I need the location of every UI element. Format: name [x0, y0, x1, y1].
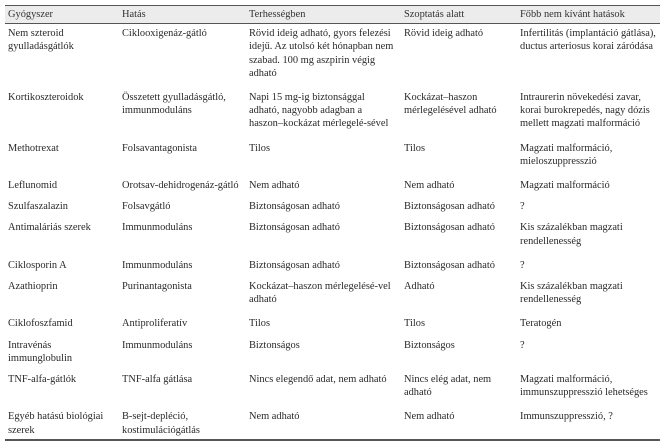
cell-breastfeeding: Adható — [404, 281, 435, 293]
cell-drug: Ciklosporin A — [8, 259, 67, 271]
cell-side-effects: Magzati malformáció, mieloszuppresszió — [520, 142, 613, 167]
cell-pregnancy: Biztonságos — [249, 339, 300, 351]
cell-breastfeeding: Nem adható — [401, 407, 517, 439]
cell-breastfeeding: Nincs elég adat, nem adható — [404, 374, 492, 399]
table-row — [5, 88, 660, 139]
table-row — [5, 314, 660, 335]
table-row — [5, 370, 660, 407]
table-row — [5, 197, 660, 218]
cell-effect: Immunmoduláns — [122, 222, 193, 234]
cell-effect: TNF-alfa gátlása — [122, 374, 193, 386]
table-row — [5, 256, 660, 277]
cell-breastfeeding: Kockázat–haszon mérlegelésével adható — [404, 92, 497, 117]
drug-safety-table — [5, 5, 660, 441]
cell-breastfeeding: Nem adható — [404, 180, 455, 192]
header-side-effects: Főbb nem kívánt hatások — [517, 6, 660, 24]
cell-drug: Egyéb hatású biológiai szerek — [5, 407, 119, 439]
cell-effect: Ciklooxigenáz-gátló — [122, 28, 207, 40]
header-effect: Hatás — [119, 6, 246, 24]
cell-drug: Methotrexat — [8, 142, 59, 154]
cell-drug: Szulfaszalazin — [8, 201, 69, 213]
cell-drug: Kortikoszteroidok — [8, 92, 84, 104]
cell-side-effects: Immunszuppresszió, ? — [517, 407, 660, 439]
cell-side-effects: ? — [520, 201, 525, 213]
cell-breastfeeding: Biztonságosan adható — [404, 222, 495, 234]
cell-effect: Immunmoduláns — [122, 259, 193, 271]
cell-drug: Intravénás immunglobulin — [8, 339, 73, 364]
cell-side-effects: Kis százalékban magzati rendellenesség — [520, 222, 623, 247]
cell-side-effects: ? — [520, 339, 525, 351]
cell-drug: Leflunomid — [8, 180, 58, 192]
cell-side-effects: ? — [520, 259, 525, 271]
cell-drug: Ciklofoszfamid — [8, 318, 73, 330]
table-body — [5, 24, 660, 440]
cell-side-effects: Infertilitás (implantáció gátlása), ductus arteriosus korai záródása — [520, 28, 656, 53]
cell-pregnancy: Biztonságosan adható — [249, 222, 340, 234]
cell-side-effects: Intraurerin növekedési zavar, korai burokrepedés, nagy dózis mellett magzati malformáció — [520, 92, 650, 130]
cell-effect: Antiproliferatív — [122, 318, 188, 330]
cell-side-effects: Teratogén — [520, 318, 562, 330]
cell-drug: TNF-alfa-gátlók — [8, 374, 77, 386]
cell-effect: B-sejt-depléció, kostimulációgátlás — [119, 407, 246, 439]
cell-side-effects: Magzati malformáció — [520, 180, 610, 192]
table-row — [5, 277, 660, 314]
cell-breastfeeding: Rövid ideig adható — [404, 28, 484, 40]
table-row — [5, 407, 660, 439]
cell-breastfeeding: Biztonságosan adható — [404, 259, 495, 271]
cell-drug: Azathioprin — [8, 281, 58, 293]
cell-pregnancy: Tilos — [249, 318, 270, 330]
header-breastfeeding: Szoptatás alatt — [401, 6, 517, 24]
cell-breastfeeding: Tilos — [404, 318, 425, 330]
cell-effect: Immunmoduláns — [122, 339, 193, 351]
cell-breastfeeding: Tilos — [404, 142, 425, 154]
cell-pregnancy: Kockázat–haszon mérlegelésé-vel adható — [249, 281, 391, 306]
cell-effect: Orotsav-dehidrogenáz-gátló — [122, 180, 239, 192]
cell-pregnancy: Nincs elegendő adat, nem adható — [249, 374, 387, 386]
table-row — [5, 336, 660, 370]
cell-effect: Folsavgátló — [122, 201, 171, 213]
table-header-row — [5, 6, 660, 24]
cell-pregnancy: Rövid ideig adható, gyors felezési idejű. Az utolsó két hónapban nem szabad. 100 mg aszpirin végig adható — [249, 28, 394, 79]
table-row — [5, 139, 660, 176]
table-row — [5, 176, 660, 197]
cell-breastfeeding: Biztonságosan adható — [404, 201, 495, 213]
cell-pregnancy: Nem adható — [249, 180, 300, 192]
cell-drug: Antimaláriás szerek — [8, 222, 91, 234]
cell-drug: Nem szteroid gyulladásgátlók — [8, 28, 74, 53]
cell-effect: Purinantagonista — [122, 281, 192, 293]
cell-pregnancy: Biztonságosan adható — [249, 259, 340, 271]
cell-breastfeeding: Biztonságos — [404, 339, 455, 351]
cell-side-effects: Magzati malformáció, immunszuppresszió lehetséges — [520, 374, 648, 399]
cell-pregnancy: Nem adható — [246, 407, 401, 439]
cell-effect: Folsavantagonista — [122, 142, 198, 154]
cell-pregnancy: Tilos — [249, 142, 270, 154]
cell-effect: Összetett gyulladásgátló, immunmoduláns — [122, 92, 226, 117]
cell-pregnancy: Biztonságosan adható — [249, 201, 340, 213]
header-pregnancy: Terhességben — [246, 6, 401, 24]
cell-pregnancy: Napi 15 mg-ig biztonsággal adható, nagyobb adagban a haszon–kockázat mérlegelé-sével — [249, 92, 389, 130]
table-row — [5, 218, 660, 255]
header-drug: Gyógyszer — [5, 6, 119, 24]
table-row — [5, 24, 660, 88]
cell-side-effects: Kis százalékban magzati rendellenesség — [520, 281, 623, 306]
